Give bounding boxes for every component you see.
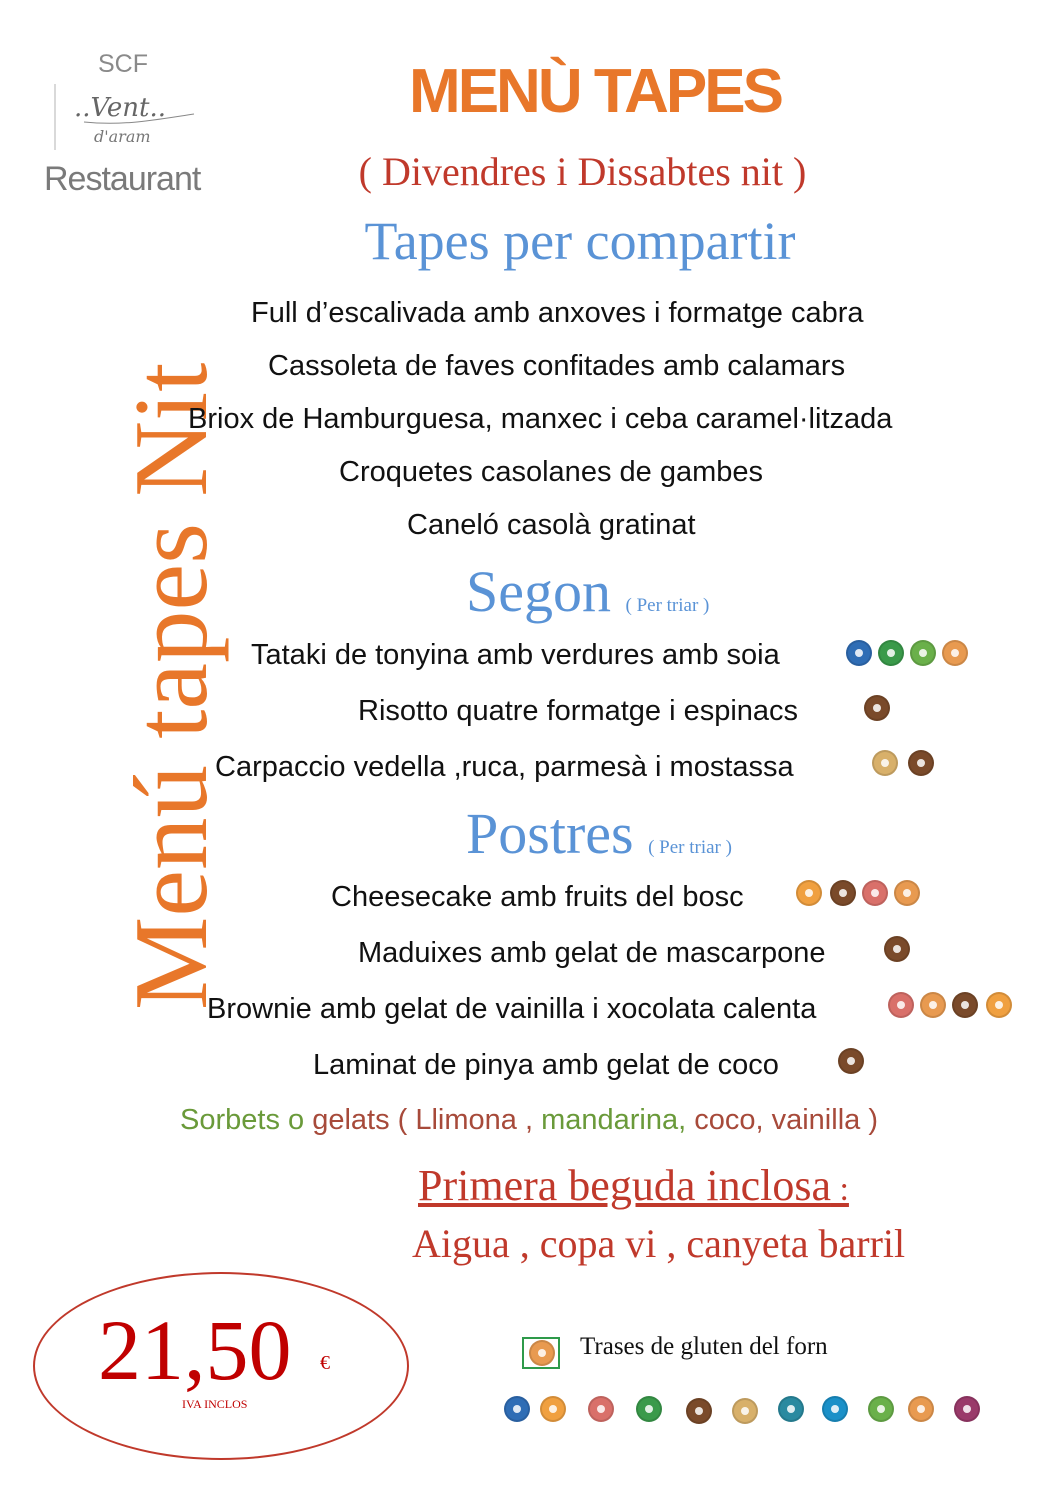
sorbets-text-4: coco, vainilla ) [694, 1104, 878, 1136]
postres-item: Cheesecake amb fruits del bosc [331, 881, 744, 913]
egg-icon [796, 880, 822, 906]
gluten-icon [908, 1396, 934, 1422]
logo-script-mark [64, 86, 204, 150]
logo-restaurant-text: Restaurant [44, 160, 201, 198]
drink-title [418, 1160, 849, 1211]
sorbets-text-1: Sorbets o [180, 1104, 313, 1136]
menu-subtitle: ( Divendres i Dissabtes nit ) [358, 149, 807, 194]
price-note: IVA INCLOS [182, 1397, 248, 1411]
gluten-icon [942, 640, 968, 666]
price-value: 21,50 [98, 1302, 292, 1398]
fish-icon [846, 640, 872, 666]
segon-item: Carpaccio vedella ,ruca, parmesà i mostassa [215, 751, 794, 783]
sorbets-line [180, 1104, 878, 1137]
mustard-icon [910, 640, 936, 666]
price-currency: € [320, 1352, 330, 1374]
sorbets-text-3: mandarina, [541, 1104, 695, 1136]
gluten-icon [920, 992, 946, 1018]
svg-text:..Vent..: ..Vent.. [74, 93, 167, 123]
celery-icon [636, 1396, 662, 1422]
legend-gluten-box [522, 1337, 560, 1369]
milk-icon [952, 992, 978, 1018]
milk-icon [830, 880, 856, 906]
sorbets-text-2: gelats ( Llimona , [312, 1104, 542, 1136]
section-title-tapes: Tapes per compartir [364, 211, 796, 271]
logo-divider [54, 84, 56, 150]
nuts-icon [862, 880, 888, 906]
tapes-item: Cassoleta de faves confitades amb calamars [268, 350, 846, 382]
egg-icon [986, 992, 1012, 1018]
tapes-item: Briox de Hamburguesa, manxec i ceba caramel·litzada [188, 403, 893, 435]
tapes-item: Full d’escalivada amb anxoves i formatge cabra [251, 297, 864, 329]
mustard-icon [868, 1396, 894, 1422]
segon-item: Risotto quatre formatge i espinacs [358, 695, 799, 727]
mollusc-icon [732, 1398, 758, 1424]
svg-text:d'aram: d'aram [94, 127, 151, 146]
section-title-segon [466, 558, 709, 625]
mollusc-icon [872, 750, 898, 776]
gluten-icon [529, 1340, 555, 1366]
section-title-postres [466, 800, 732, 867]
milk-icon [884, 936, 910, 962]
tapes-item: Caneló casolà gratinat [407, 509, 696, 541]
postres-item: Brownie amb gelat de vainilla i xocolata calenta [207, 993, 817, 1025]
milk-icon [864, 695, 890, 721]
drink-items: Aigua , copa vi , canyeta barril [412, 1221, 906, 1266]
milk-icon [686, 1398, 712, 1424]
celery-icon [878, 640, 904, 666]
logo-scf-text: SCF [98, 50, 148, 78]
fish-icon [504, 1396, 530, 1422]
segon-item: Tataki de tonyina amb verdures amb soia [251, 639, 780, 671]
tapes-item: Croquetes casolanes de gambes [339, 456, 763, 488]
nuts-icon [888, 992, 914, 1018]
drink-title-text: Primera beguda inclosa [418, 1161, 831, 1210]
drink-title-colon: : [830, 1171, 849, 1208]
postres-item: Laminat de pinya amb gelat de coco [313, 1049, 779, 1081]
legend-text: Trases de gluten del forn [580, 1333, 828, 1360]
crab-icon [822, 1396, 848, 1422]
postres-item: Maduixes amb gelat de mascarpone [358, 937, 826, 969]
sesame-icon [778, 1396, 804, 1422]
milk-icon [908, 750, 934, 776]
nuts-icon [588, 1396, 614, 1422]
section-note-segon: ( Per triar ) [625, 595, 710, 616]
menu-title: MENÙ TAPES [409, 57, 781, 126]
section-title-postres-label: Postres [466, 801, 634, 866]
egg-icon [540, 1396, 566, 1422]
section-title-segon-label: Segon [466, 559, 611, 624]
soy-icon [954, 1396, 980, 1422]
milk-icon [838, 1048, 864, 1074]
section-note-postres: ( Per triar ) [648, 837, 732, 858]
gluten-icon [894, 880, 920, 906]
side-title: Menú tapes Nit [112, 362, 229, 1010]
